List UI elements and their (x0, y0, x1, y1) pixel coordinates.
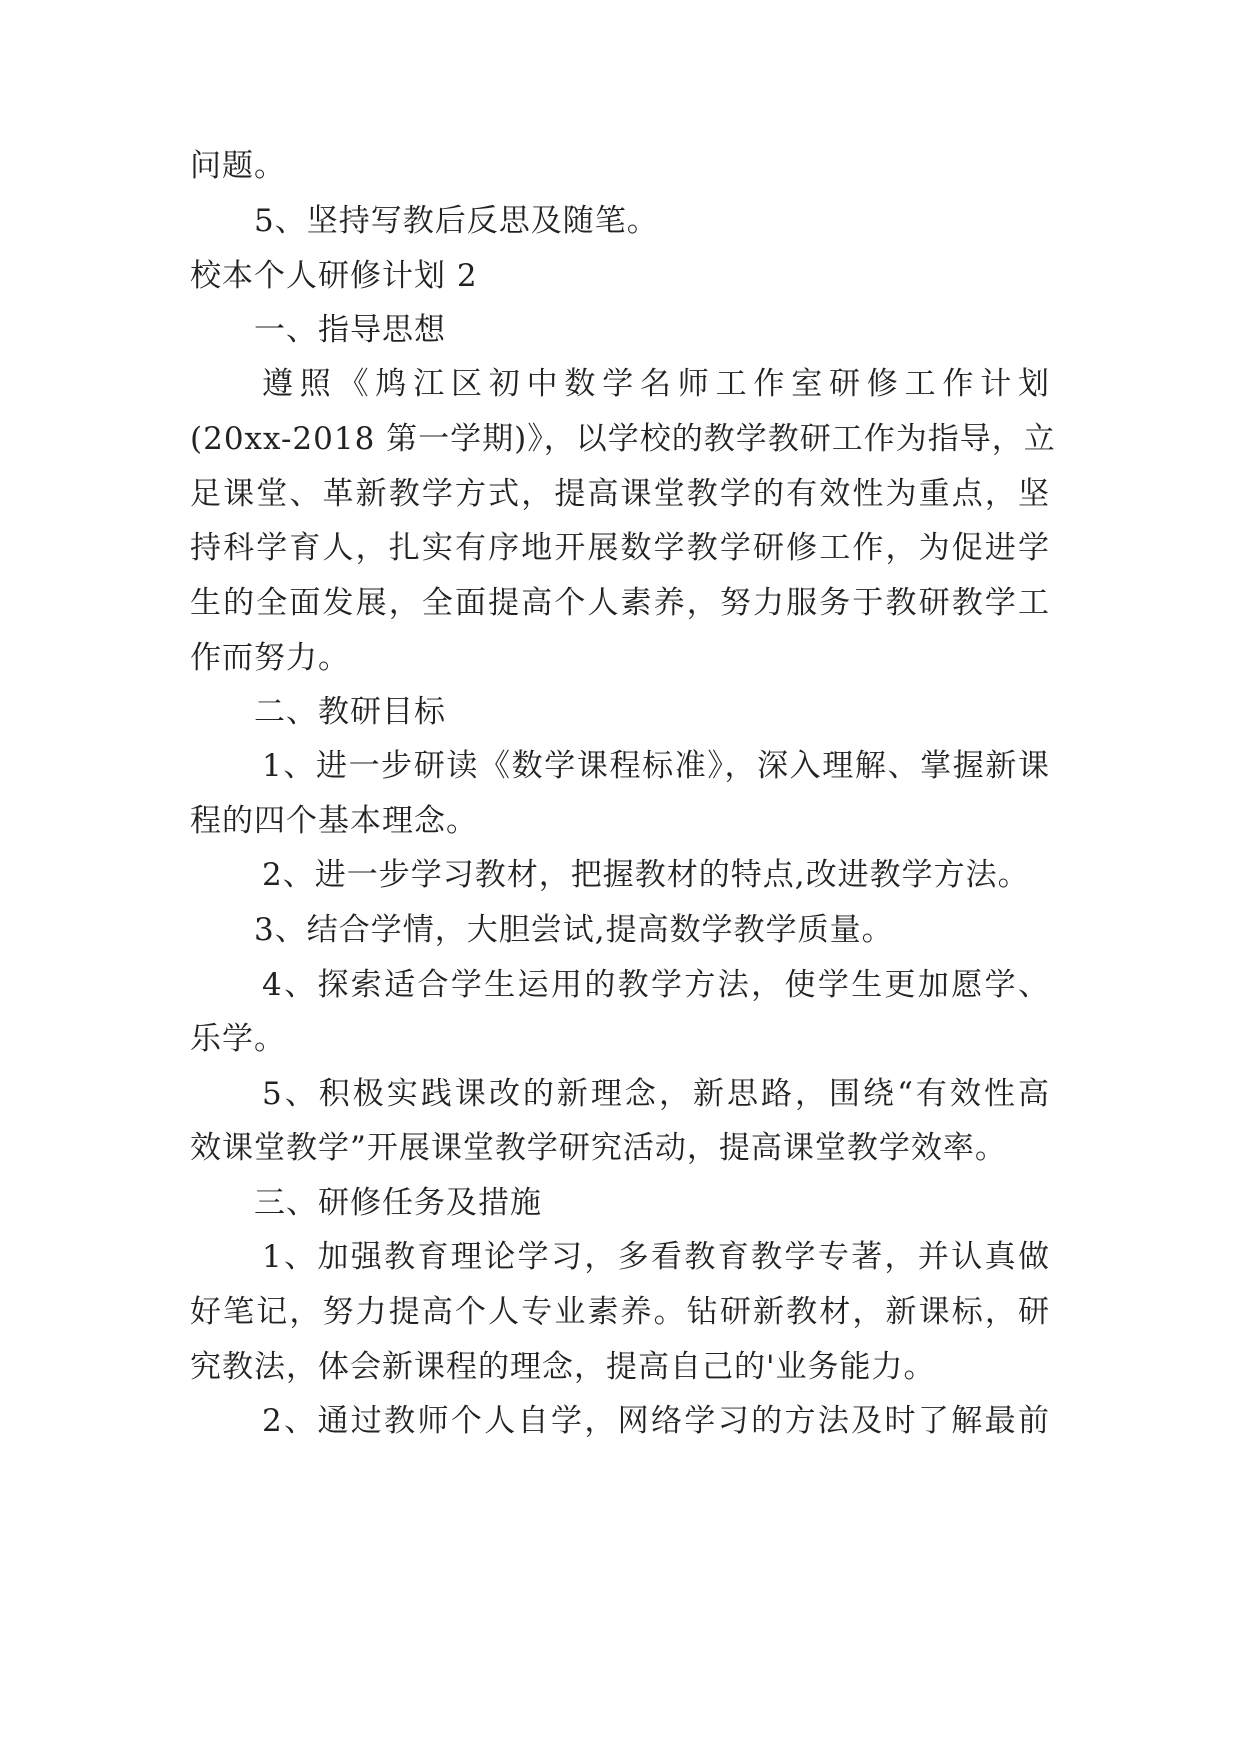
list-item: 程的四个基本理念。 (190, 803, 478, 839)
list-item: 2、进一步学习教材，把握教材的特点,改进教学方法。 (262, 857, 1030, 893)
paragraph-line: (20xx-2018 第一学期)》，以学校的教学教研工作为指导，立 (190, 421, 1056, 457)
section-heading: 二、教研目标 (254, 694, 446, 730)
list-item: 2、通过教师个人自学，网络学习的方法及时了解最前 (262, 1403, 1050, 1439)
list-item: 5、坚持写教后反思及随笔。 (254, 203, 659, 239)
list-item: 效课堂教学”开展课堂教学研究活动，提高课堂教学效率。 (190, 1130, 1007, 1166)
list-item: 1、进一步研读《数学课程标准》，深入理解、掌握新课 (262, 748, 1050, 784)
list-item: 乐学。 (190, 1021, 286, 1057)
paragraph-line: 遵照《鸠江区初中数学名师工作室研修工作计划 (262, 366, 1050, 402)
paragraph-line: 生的全面发展，全面提高个人素养，努力服务于教研教学工 (190, 585, 1050, 621)
list-item: 3、结合学情，大胆尝试,提高数学教学质量。 (254, 912, 894, 948)
paragraph-line: 作而努力。 (190, 640, 350, 676)
list-item: 好笔记，努力提高个人专业素养。钻研新教材，新课标，研 (190, 1294, 1050, 1330)
section-title: 校本个人研修计划 2 (190, 258, 478, 294)
text-line: 问题。 (190, 148, 286, 184)
section-heading: 一、指导思想 (254, 312, 446, 348)
paragraph-line: 持科学育人，扎实有序地开展数学教学研修工作，为促进学 (190, 530, 1050, 566)
list-item: 4、探索适合学生运用的教学方法，使学生更加愿学、 (262, 967, 1050, 1003)
list-item: 究教法，体会新课程的理念，提高自己的'业务能力。 (190, 1349, 936, 1385)
list-item: 1、加强教育理论学习，多看教育教学专著，并认真做 (262, 1239, 1050, 1275)
section-heading: 三、研修任务及措施 (254, 1185, 542, 1221)
paragraph-line: 足课堂、革新教学方式，提高课堂教学的有效性为重点，坚 (190, 476, 1050, 512)
list-item: 5、积极实践课改的新理念，新思路，围绕“有效性高 (262, 1076, 1050, 1112)
